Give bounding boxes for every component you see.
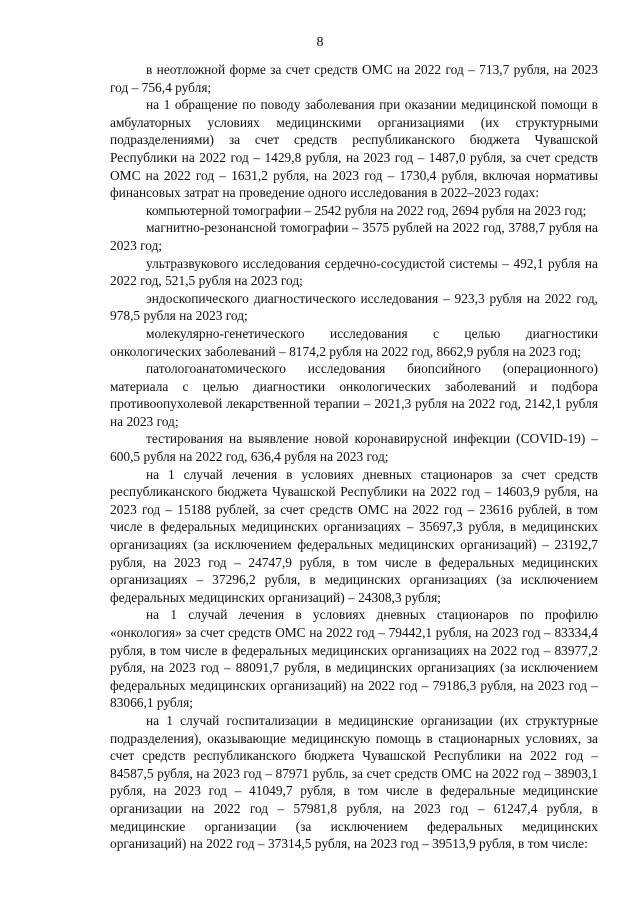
paragraph-emergency-care: в неотложной форме за счет средств ОМС на 2022 год – 713,7 рубля, на 2023 год – 756,4 рубля; [110,62,598,95]
paragraph-day-hospital-oncology: на 1 случай лечения в условиях дневных стационаров по профилю «онкология» за счет средств ОМС на 2022 год – 79442,1 рубля, на 2023 год – 83334,4 рубля, в том числе в федеральных медицинских организациях на 2022 год – 83977,2 рубля, на 2023 год – 88091,7 рубля, в медицинских организациях (за исключением федеральных медицинских организаций) на 2022 год – 79186,3 рубля, на 2023 год – 83066,1 рубля; [110,607,598,711]
paragraph-hospitalization: на 1 случай госпитализации в медицинские организации (их структурные подразделения), оказывающие медицинскую помощь в стационарных условиях, за счет средств республиканского бюджета Чувашской Республики на 2022 год – 84587,5 рубля, на 2023 год – 87971 рубль, за счет средств ОМС на 2022 год – 38903,1 рубля, на 2023 год – 41049,7 рубля, в том числе в федеральные медицинские организации на 2022 год – 57981,8 рубля, на 2023 год – 61247,4 рубля, в медицинские организации (за исключением федеральных медицинских организаций) на 2022 год – 37314,5 рубля, на 2023 год – 39513,9 рубля, в том числе: [110,712,598,852]
paragraph-computed-tomography: компьютерной томографии – 2542 рубля на 2022 год, 2694 рубля на 2023 год; [146,202,587,218]
paragraph-molecular-genetic: молекулярно-генетического исследования с целью диагностики онкологических заболеваний – 8174,2 рубля на 2022 год, 8662,9 рубля на 2023 год; [110,325,598,359]
paragraph-endoscopy: эндоскопического диагностического исследования – 923,3 рубля на 2022 год, 978,5 рубля на 2023 год; [110,290,598,324]
paragraph-ultrasound: ультразвукового исследования сердечно-сосудистой системы – 492,1 рубля на 2022 год, 521,5 рубля на 2023 год; [110,255,598,289]
paragraph-day-hospital: на 1 случай лечения в условиях дневных стационаров за счет средств республиканского бюджета Чувашской Республики на 2022 год – 14603,9 рубля, на 2023 год – 15188 рублей, за счет средств ОМС на 2022 год – 23616 рублей, в том числе в федеральных медицинских организациях – 35697,3 рубля, в медицинских организациях (за исключением федеральных медицинских организаций) – 23192,7 рубля, на 2023 год – 24747,9 рубля, в том числе в федеральных медицинских организациях – 37296,2 рубля, в медицинских организациях (за исключением федеральных медицинских организаций) – 24308,3 рубля; [110,466,598,605]
paragraph-outpatient-appeal: на 1 обращение по поводу заболевания при оказании медицинской помощи в амбулаторных условиях медицинскими организациями (их структурными подразделениями) за счет средств республиканского бюджета Чувашской Республики на 2022 год – 1429,8 рубля, на 2023 год – 1487,0 рубля, за счет средств ОМС на 2022 год – 1631,2 рубля, на 2023 год – 1730,4 рубля, включая нормативы финансовых затрат на проведение одного исследования в 2022–2023 годах: [110,97,598,201]
page-number: 8 [316,35,324,50]
paragraph-covid-testing: тестирования на выявление новой коронавирусной инфекции (COVID-19) – 600,5 рубля на 2022 год, 636,4 рубля на 2023 год; [110,431,598,465]
paragraph-mri: магнитно-резонансной томографии – 3575 рублей на 2022 год, 3788,7 рубля на 2023 год; [110,220,598,253]
document-body [110,61,598,853]
paragraph-pathology: патологоанатомического исследования биопсийного (операционного) материала с целью диагностики онкологических заболеваний и подбора противоопухолевой лекарственной терапии – 2021,3 рубля на 2022 год, 2142,1 рубля на 2023 год; [110,361,598,429]
